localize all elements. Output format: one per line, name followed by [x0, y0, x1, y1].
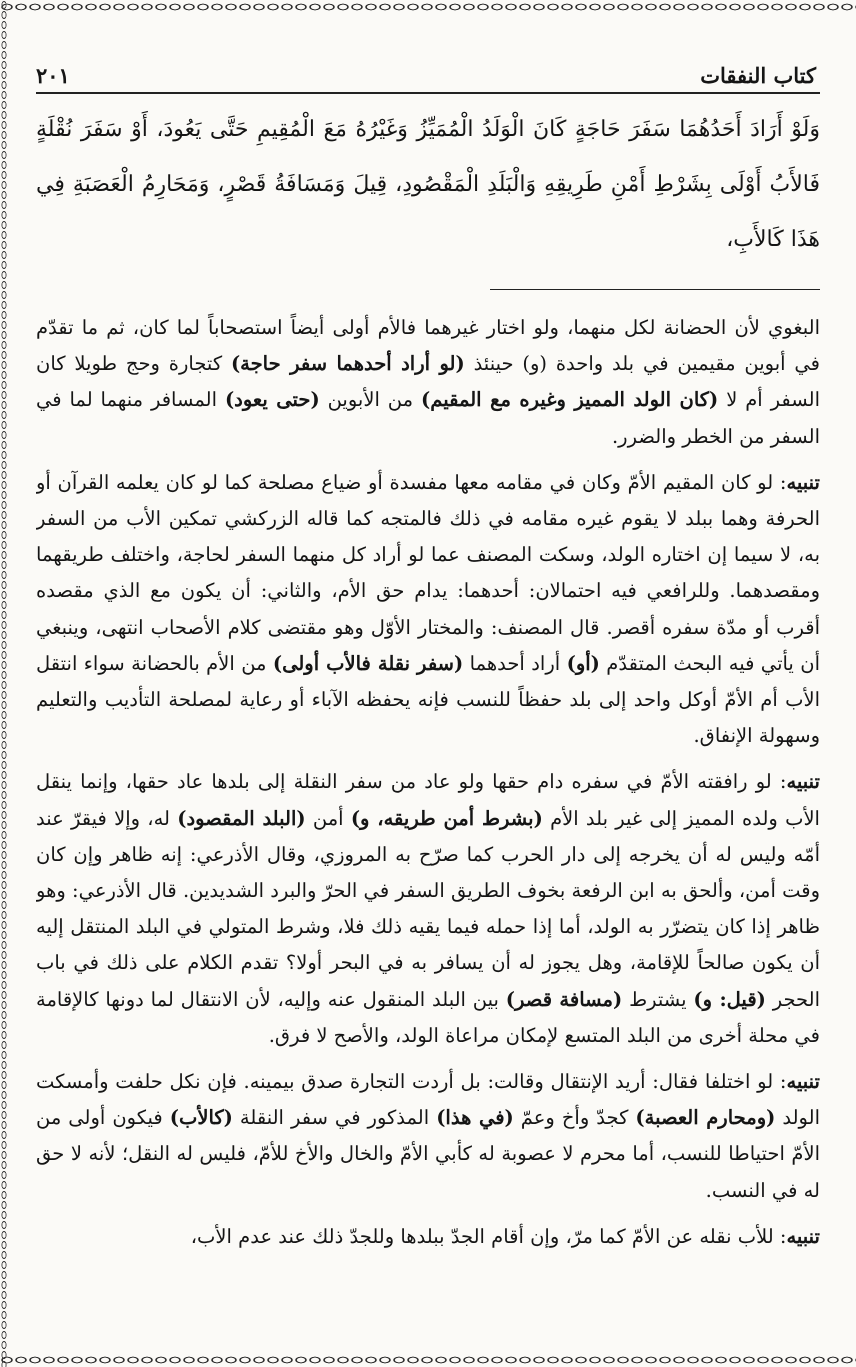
text-segment: : للأب نقله عن الأمّ كما مرّ، وإن أقام الجدّ ببلدها وللجدّ ذلك عند عدم الأب، — [190, 1224, 787, 1248]
matn-text: وَلَوْ أَرَادَ أَحَدُهُمَا سَفَرَ حَاجَةٍ كَانَ الْوَلَدُ الْمُمَيِّزُ وَغَيْرُهُ مَعَ الْمُقِيمِ حَتَّى يَعُودَ، أَوْ سَفَرَ نُقْلَةٍ فَالأَبُ أَوْلَى بِشَرْطِ أَمْنِ طَرِيقِهِ وَالْبَلَدِ الْمَقْصُودِ، قِيلَ وَمَسَافَةُ قَصْرٍ، وَمَحَارِمُ الْعَصَبَةِ فِي هَذَا كَالأَبِ، — [36, 117, 820, 252]
text-segment: البغوي لأن الحضانة لكل منهما، ولو اختار غيرهما فالأم أولى أيضاً استصحاباً لما كان، ثم ما تقدّم في أبوين مقيمين في بلد واحدة (و) حينئذ — [36, 316, 820, 376]
page-number: ٢٠١ — [36, 63, 70, 88]
bold-quote-segment: تنبيه — [786, 1070, 820, 1094]
text-segment: : لو كان المقيم الأمّ وكان في مقامه معها مفسدة أو ضياع مصلحة كما لو كان يعلمه القرآن أو الحرفة وهما ببلد لا يقوم غيره مقامه في ذلك فالمتجه كما قاله الزركشي تمكين الأب من السفر به، لا سيما إن اختاره الولد، وسكت المصنف عما لو أراد كل منهما السفر لحاجة، واختلف طريقهما ومقصدهما. وللرافعي فيه احتمالان: أحدهما: يدام حق الأم، والثاني: أن يكون مع الذي مقصده أقرب أو مدّة سفره أقصر. قال المصنف: والمختار الأوّل وهو مقتضى كلام الأصحاب انتهى، وينبغي أن يأتي فيه البحث المتقدّم — [36, 470, 820, 675]
bold-quote-segment: (ومحارم العصبة) — [635, 1106, 776, 1130]
text-segment: له، وإلا فيقرّ عند أمّه وليس له أن يخرجه إلى دار الحرب كما صرّح به المروزي، وقال الأذرعي: إنه ظاهر وإن كان وقت أمن، وألحق به ابن الرفعة بخوف الطريق السفر في الحرّ والبرد الشديدين. قال الأذرعي: وهو ظاهر إذا كان يتضرّر به الولد، أما إذا حمله فيما يقيه ذلك فلا، وشرط المتولي في البلد المنتقل إليه أن يكون صالحاً للإقامة، وهل يجوز له أن يسافر به في البحر أولا؟ تقدم الكلام على ذلك في باب الحجر — [36, 806, 820, 1011]
bold-quote-segment: (لو أراد أحدهما سفر حاجة) — [230, 352, 465, 376]
bold-quote-segment: (كالأب) — [169, 1106, 233, 1130]
matn-separator — [490, 289, 820, 290]
page-body — [36, 102, 820, 1341]
header-rule — [36, 92, 820, 94]
bottom-border-ornament — [0, 1353, 856, 1367]
text-segment: من الأم بالحضانة سواء انتقل الأب أم الأمّ أوكل واحد إلى بلد حفظاً للنسب فإنه يحفظه الآباء أو رعاية لمصلحة التأديب والتعليم وسهولة الإنفاق. — [36, 651, 820, 748]
left-border-ornament — [0, 0, 8, 1367]
commentary-paragraph — [36, 465, 820, 755]
book-title: كتاب النفقات — [700, 63, 816, 88]
text-segment: أمن — [305, 806, 351, 830]
text-segment: يشترط — [622, 987, 694, 1011]
bold-quote-segment: (حتى يعود) — [224, 388, 320, 412]
bold-quote-segment: (كان الولد المميز وغيره مع المقيم) — [421, 388, 719, 412]
text-segment: بين البلد المنقول عنه وإليه، لأن الانتقال لما دونها كالإقامة في محلة أخرى من البلد المتسع لإمكان مراعاة الولد، والأصح لا فرق. — [36, 987, 820, 1047]
text-segment: كتجارة وحج طويلا كان السفر أم لا — [36, 352, 820, 412]
text-segment: أراد أحدهما — [463, 651, 567, 675]
bold-quote-segment: (أو) — [566, 651, 600, 675]
bold-quote-segment: (مسافة قصر) — [505, 987, 623, 1011]
bold-quote-segment: تنبيه — [786, 770, 820, 794]
text-segment: كجدّ وأخ وعمّ — [513, 1106, 636, 1130]
top-border-ornament — [0, 0, 856, 14]
commentary-paragraph — [36, 1219, 820, 1255]
bold-quote-segment: تنبيه — [786, 1224, 820, 1248]
bold-quote-segment: (قيل: و) — [693, 987, 766, 1011]
commentary-paragraph — [36, 1064, 820, 1209]
page-header — [36, 58, 816, 88]
bold-quote-segment: (بشرط أمن طريقه، و) — [350, 806, 543, 830]
bold-quote-segment: (في هذا) — [436, 1106, 514, 1130]
bold-quote-segment: (سفر نقلة فالأب أولى) — [272, 651, 464, 675]
commentary-paragraph — [36, 764, 820, 1054]
text-segment: : لو اختلفا فقال: أريد الإنتقال وقالت: بل أردت التجارة صدق بيمينه. فإن نكل حلفت وأمسكت الولد — [36, 1070, 820, 1130]
text-segment: : لو رافقته الأمّ في سفره دام حقها ولو عاد من سفر النقلة إلى بلدها عاد حقها، وإنما ينقل الأب ولده المميز إلى غير بلد الأم — [36, 770, 820, 830]
text-segment: فيكون أولى من الأمّ احتياطا للنسب، أما محرم لا عصوبة له كأبي الأمّ والخال والأخ للأمّ، فليس له النقل؛ لأنه لا حق له في النسب. — [36, 1106, 820, 1202]
text-segment: المسافر منهما لما في السفر من الخطر والضرر. — [36, 388, 820, 448]
text-segment: من الأبوين — [319, 388, 421, 412]
text-segment: المذكور في سفر النقلة — [232, 1106, 437, 1130]
bold-quote-segment: تنبيه — [786, 470, 820, 494]
bold-quote-segment: (البلد المقصود) — [177, 806, 306, 830]
commentary-paragraph — [36, 310, 820, 455]
